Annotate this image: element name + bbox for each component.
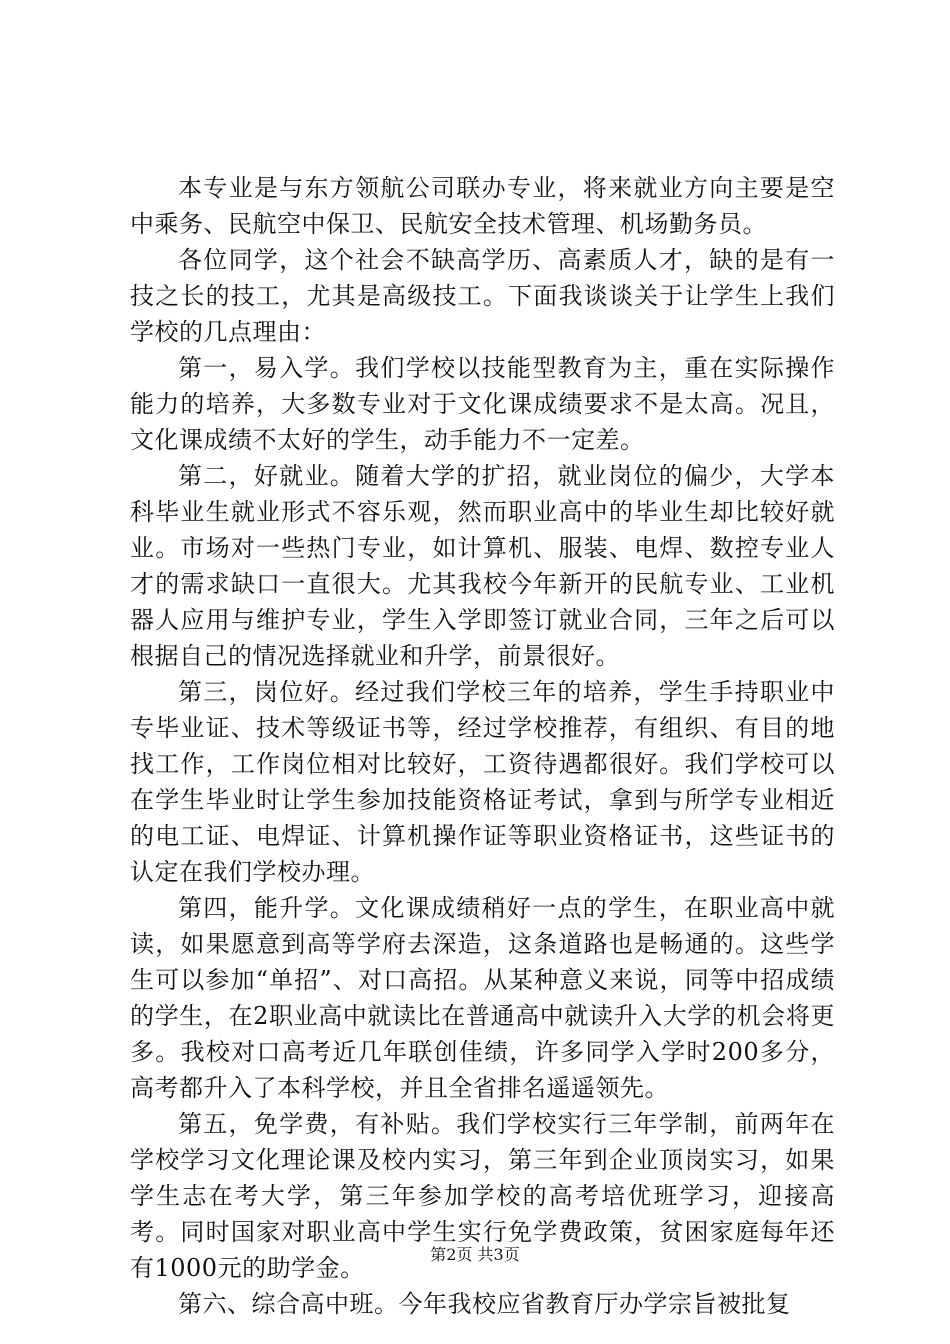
paragraph-reason-4: 第四，能升学。文化课成绩稍好一点的学生，在职业高中就读，如果愿意到高等学府去深造，这条道路也是畅通的。这些学生可以参加“单招”、对口高招。从某种意义来说，同等中招成绩的学生，在2职业高中就读比在普通高中就读升入大学的机会将更多。我校对口高考近几年联创佳绩，许多同学入学时200多分，高考都升入了本科学校，并且全省排名遥遥领先。: [130, 894, 835, 1102]
paragraph-address: 各位同学，这个社会不缺高学历、高素质人才，缺的是有一技之长的技工，尤其是高级技工。下面我谈谈关于让学生上我们学校的几点理由：: [130, 246, 835, 346]
document-body: [130, 170, 835, 1322]
paragraph-reason-1: 第一，易入学。我们学校以技能型教育为主，重在实际操作能力的培养，大多数专业对于文化课成绩要求不是太高。况且，文化课成绩不太好的学生，动手能力不一定差。: [130, 354, 835, 454]
page-footer: 第2页 共3页: [430, 1245, 520, 1264]
paragraph-reason-6: 第六、综合高中班。今年我校应省教育厅办学宗旨被批复: [178, 1290, 791, 1318]
paragraph-reason-3: 第三，岗位好。经过我们学校三年的培养，学生手持职业中专毕业证、技术等级证书等，经过学校推荐，有组织、有目的地找工作，工作岗位相对比较好，工资待遇都很好。我们学校可以在学生毕业时让学生参加技能资格证考试，拿到与所学专业相近的电工证、电焊证、计算机操作证等职业资格证书，这些证书的认定在我们学校办理。: [130, 678, 835, 886]
paragraph-major-intro: 本专业是与东方领航公司联办专业，将来就业方向主要是空中乘务、民航空中保卫、民航安全技术管理、机场勤务员。: [130, 174, 835, 238]
paragraph-reason-5: 第五，免学费，有补贴。我们学校实行三年学制，前两年在学校学习文化理论课及校内实习，第三年到企业顶岗实习，如果学生志在考大学，第三年参加学校的高考培优班学习，迎接高考。同时国家对职业高中学生实行免学费政策，贫困家庭每年还有1000元的助学金。: [130, 1110, 835, 1282]
paragraph-reason-2: 第二，好就业。随着大学的扩招，就业岗位的偏少，大学本科毕业生就业形式不容乐观，然而职业高中的毕业生却比较好就业。市场对一些热门专业，如计算机、服装、电焊、数控专业人才的需求缺口一直很大。尤其我校今年新开的民航专业、工业机器人应用与维护专业，学生入学即签订就业合同，三年之后可以根据自己的情况选择就业和升学，前景很好。: [130, 462, 835, 670]
